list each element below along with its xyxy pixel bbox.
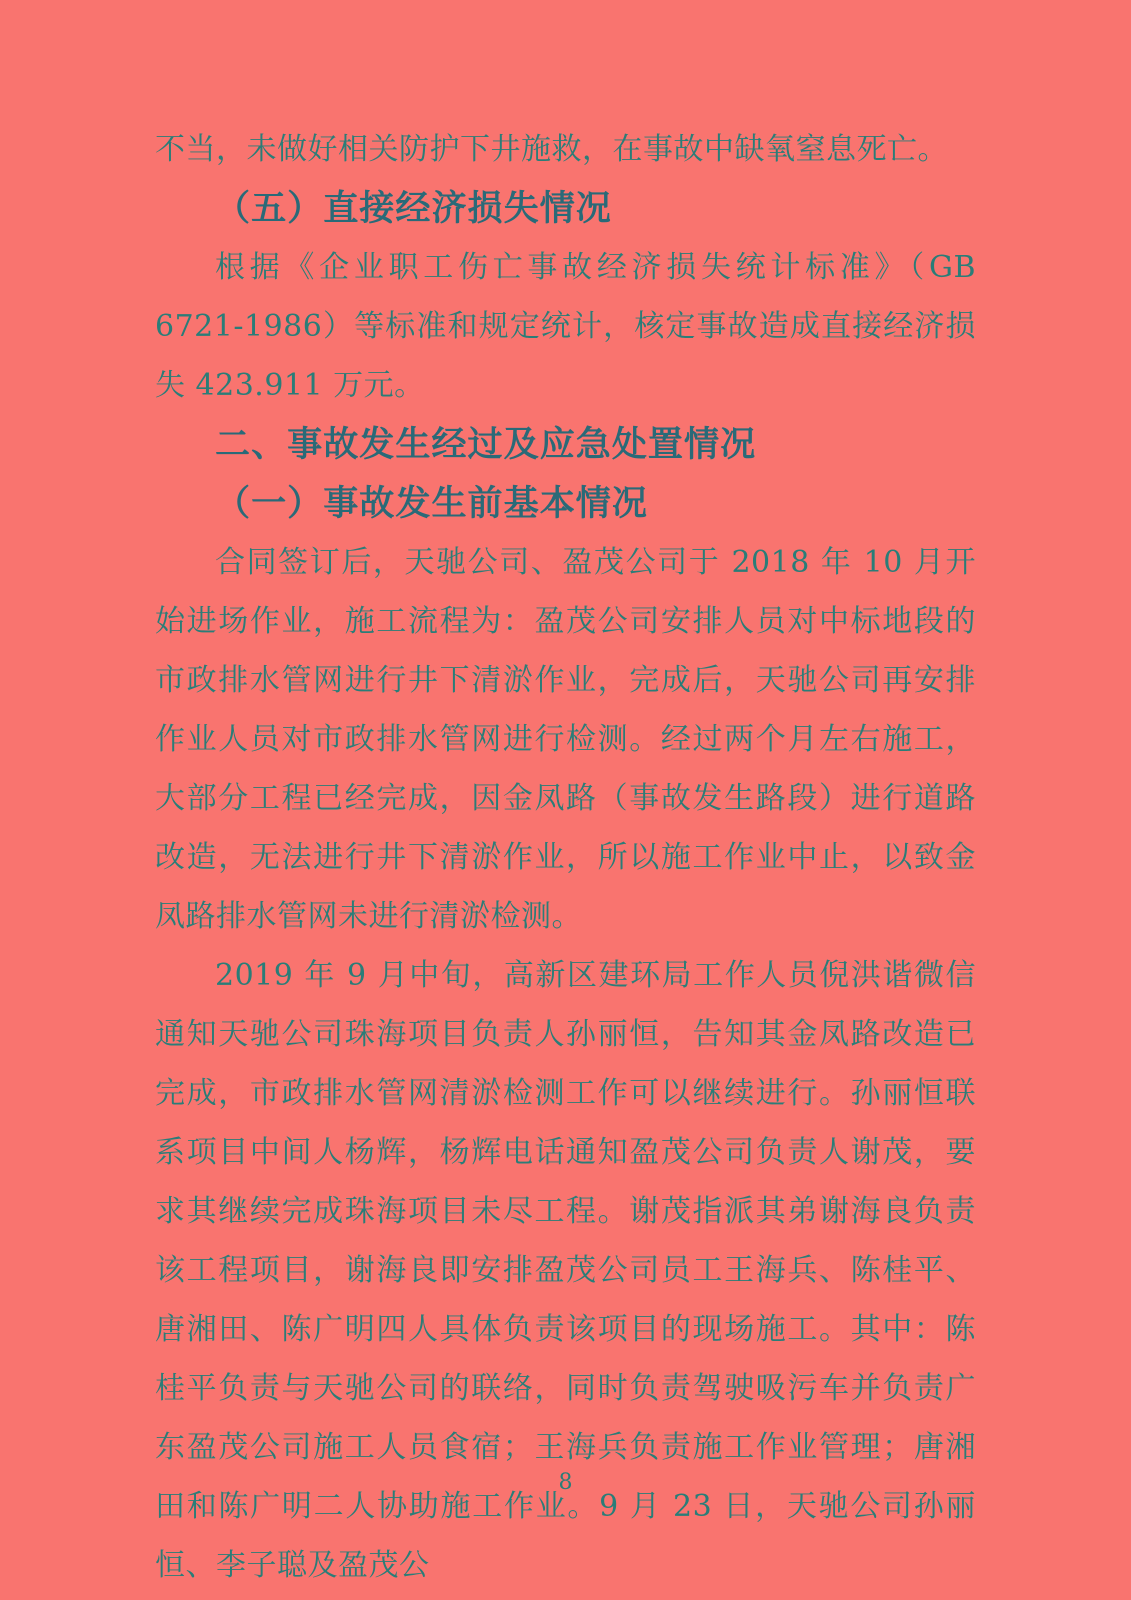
section-heading-one: （一）事故发生前基本情况 [215, 483, 648, 524]
paragraph-economic-loss: 根据《企业职工伤亡事故经济损失统计标准》（GB 6721-1986）等标准和规定统计，核定事故造成直接经济损失 423.911 万元。 [155, 250, 976, 403]
paragraph-before-accident: 合同签订后，天驰公司、盈茂公司于 2018 年 10 月开始进场作业，施工流程为：盈茂公司安排人员对中标地段的市政排水管网进行井下清淤作业，完成后，天驰公司再安排作业人员对市政排水管网进行检测。经过两个月左右施工，大部分工程已经完成，因金凤路（事故发生路段）进行道路改造，无法进行井下清淤作业，所以施工作业中止，以致金凤路排水管网未进行清淤检测。 [155, 545, 976, 934]
paragraph-continuation: 不当，未做好相关防护下井施救，在事故中缺氧窒息死亡。 [155, 132, 948, 167]
page-number: 8 [558, 1470, 573, 1495]
section-heading-two: 二、事故发生经过及应急处置情况 [215, 424, 757, 465]
section-heading-five: （五）直接经济损失情况 [215, 188, 612, 229]
paragraph-september-notice: 2019 年 9 月中旬，高新区建环局工作人员倪洪谐微信通知天驰公司珠海项目负责人孙丽恒，告知其金凤路改造已完成，市政排水管网清淤检测工作可以继续进行。孙丽恒联系项目中间人杨辉，杨辉电话通知盈茂公司负责人谢茂，要求其继续完成珠海项目未尽工程。谢茂指派其弟谢海良负责该工程项目，谢海良即安排盈茂公司员工王海兵、陈桂平、唐湘田、陈广明四人具体负责该项目的现场施工。其中：陈桂平负责与天驰公司的联络，同时负责驾驶吸污车并负责广东盈茂公司施工人员食宿；王海兵负责施工作业管理；唐湘田和陈广明二人协助施工作业。9 月 23 日，天驰公司孙丽恒、李子聪及盈茂公 [155, 958, 976, 1583]
document-body [155, 120, 976, 1595]
